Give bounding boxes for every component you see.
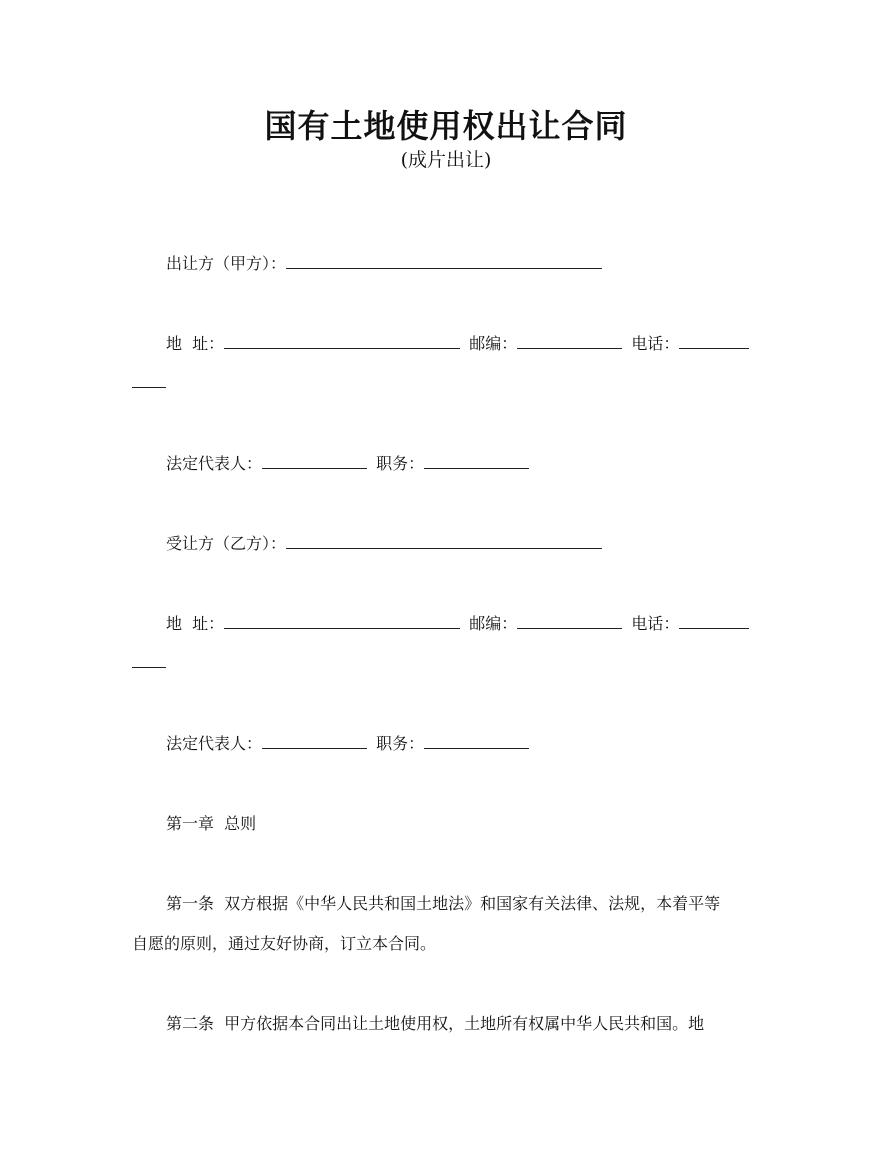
party-b-rep-line xyxy=(132,732,798,756)
party-b-line xyxy=(132,532,798,556)
party-a-address-blank[interactable] xyxy=(224,332,460,349)
party-b-label: 受让方（乙方）： xyxy=(166,534,287,553)
party-a-name-blank[interactable] xyxy=(286,252,602,269)
party-b-postcode-label: 邮编： xyxy=(469,614,518,633)
party-a-phone-blank-continued xyxy=(132,387,166,388)
party-b-name-blank[interactable] xyxy=(286,532,602,549)
party-a-postcode-label: 邮编： xyxy=(469,334,518,353)
article-1-line-2: 自愿的原则，通过友好协商，订立本合同。 xyxy=(132,934,437,953)
party-a-phone-label: 电话： xyxy=(631,334,680,353)
party-a-position-blank[interactable] xyxy=(424,452,529,469)
party-b-rep-blank[interactable] xyxy=(262,732,367,749)
party-a-address-label: 地 址： xyxy=(166,334,225,353)
article-2-line-1: 第二条 甲方依据本合同出让土地使用权，土地所有权属中华人民共和国。地 xyxy=(166,1014,705,1033)
party-b-rep-label: 法定代表人： xyxy=(166,734,263,753)
party-b-phone-blank[interactable] xyxy=(679,612,749,629)
party-b-postcode-blank[interactable] xyxy=(517,612,622,629)
party-b-phone-label: 电话： xyxy=(631,614,680,633)
party-b-address-line xyxy=(132,612,798,636)
party-b-address-label: 地 址： xyxy=(166,614,225,633)
party-a-rep-label: 法定代表人： xyxy=(166,454,263,473)
party-b-address-blank[interactable] xyxy=(224,612,460,629)
party-a-address-line xyxy=(132,332,798,356)
party-a-rep-line xyxy=(132,452,798,476)
party-a-line xyxy=(132,252,798,276)
article-1-line-1: 第一条 双方根据《中华人民共和国土地法》和国家有关法律、法规，本着平等 xyxy=(166,894,721,913)
party-a-rep-blank[interactable] xyxy=(262,452,367,469)
party-b-position-label: 职务： xyxy=(376,734,425,753)
party-a-postcode-blank[interactable] xyxy=(517,332,622,349)
party-a-phone-blank[interactable] xyxy=(679,332,749,349)
party-a-position-label: 职务： xyxy=(376,454,425,473)
chapter-heading: 第一章 总则 xyxy=(166,814,257,833)
party-b-phone-blank-continued xyxy=(132,667,166,668)
party-a-label: 出让方（甲方）： xyxy=(166,254,287,273)
party-b-position-blank[interactable] xyxy=(424,732,529,749)
document-subtitle: (成片出让) xyxy=(400,149,492,171)
document-title: 国有土地使用权出让合同 xyxy=(264,107,628,145)
